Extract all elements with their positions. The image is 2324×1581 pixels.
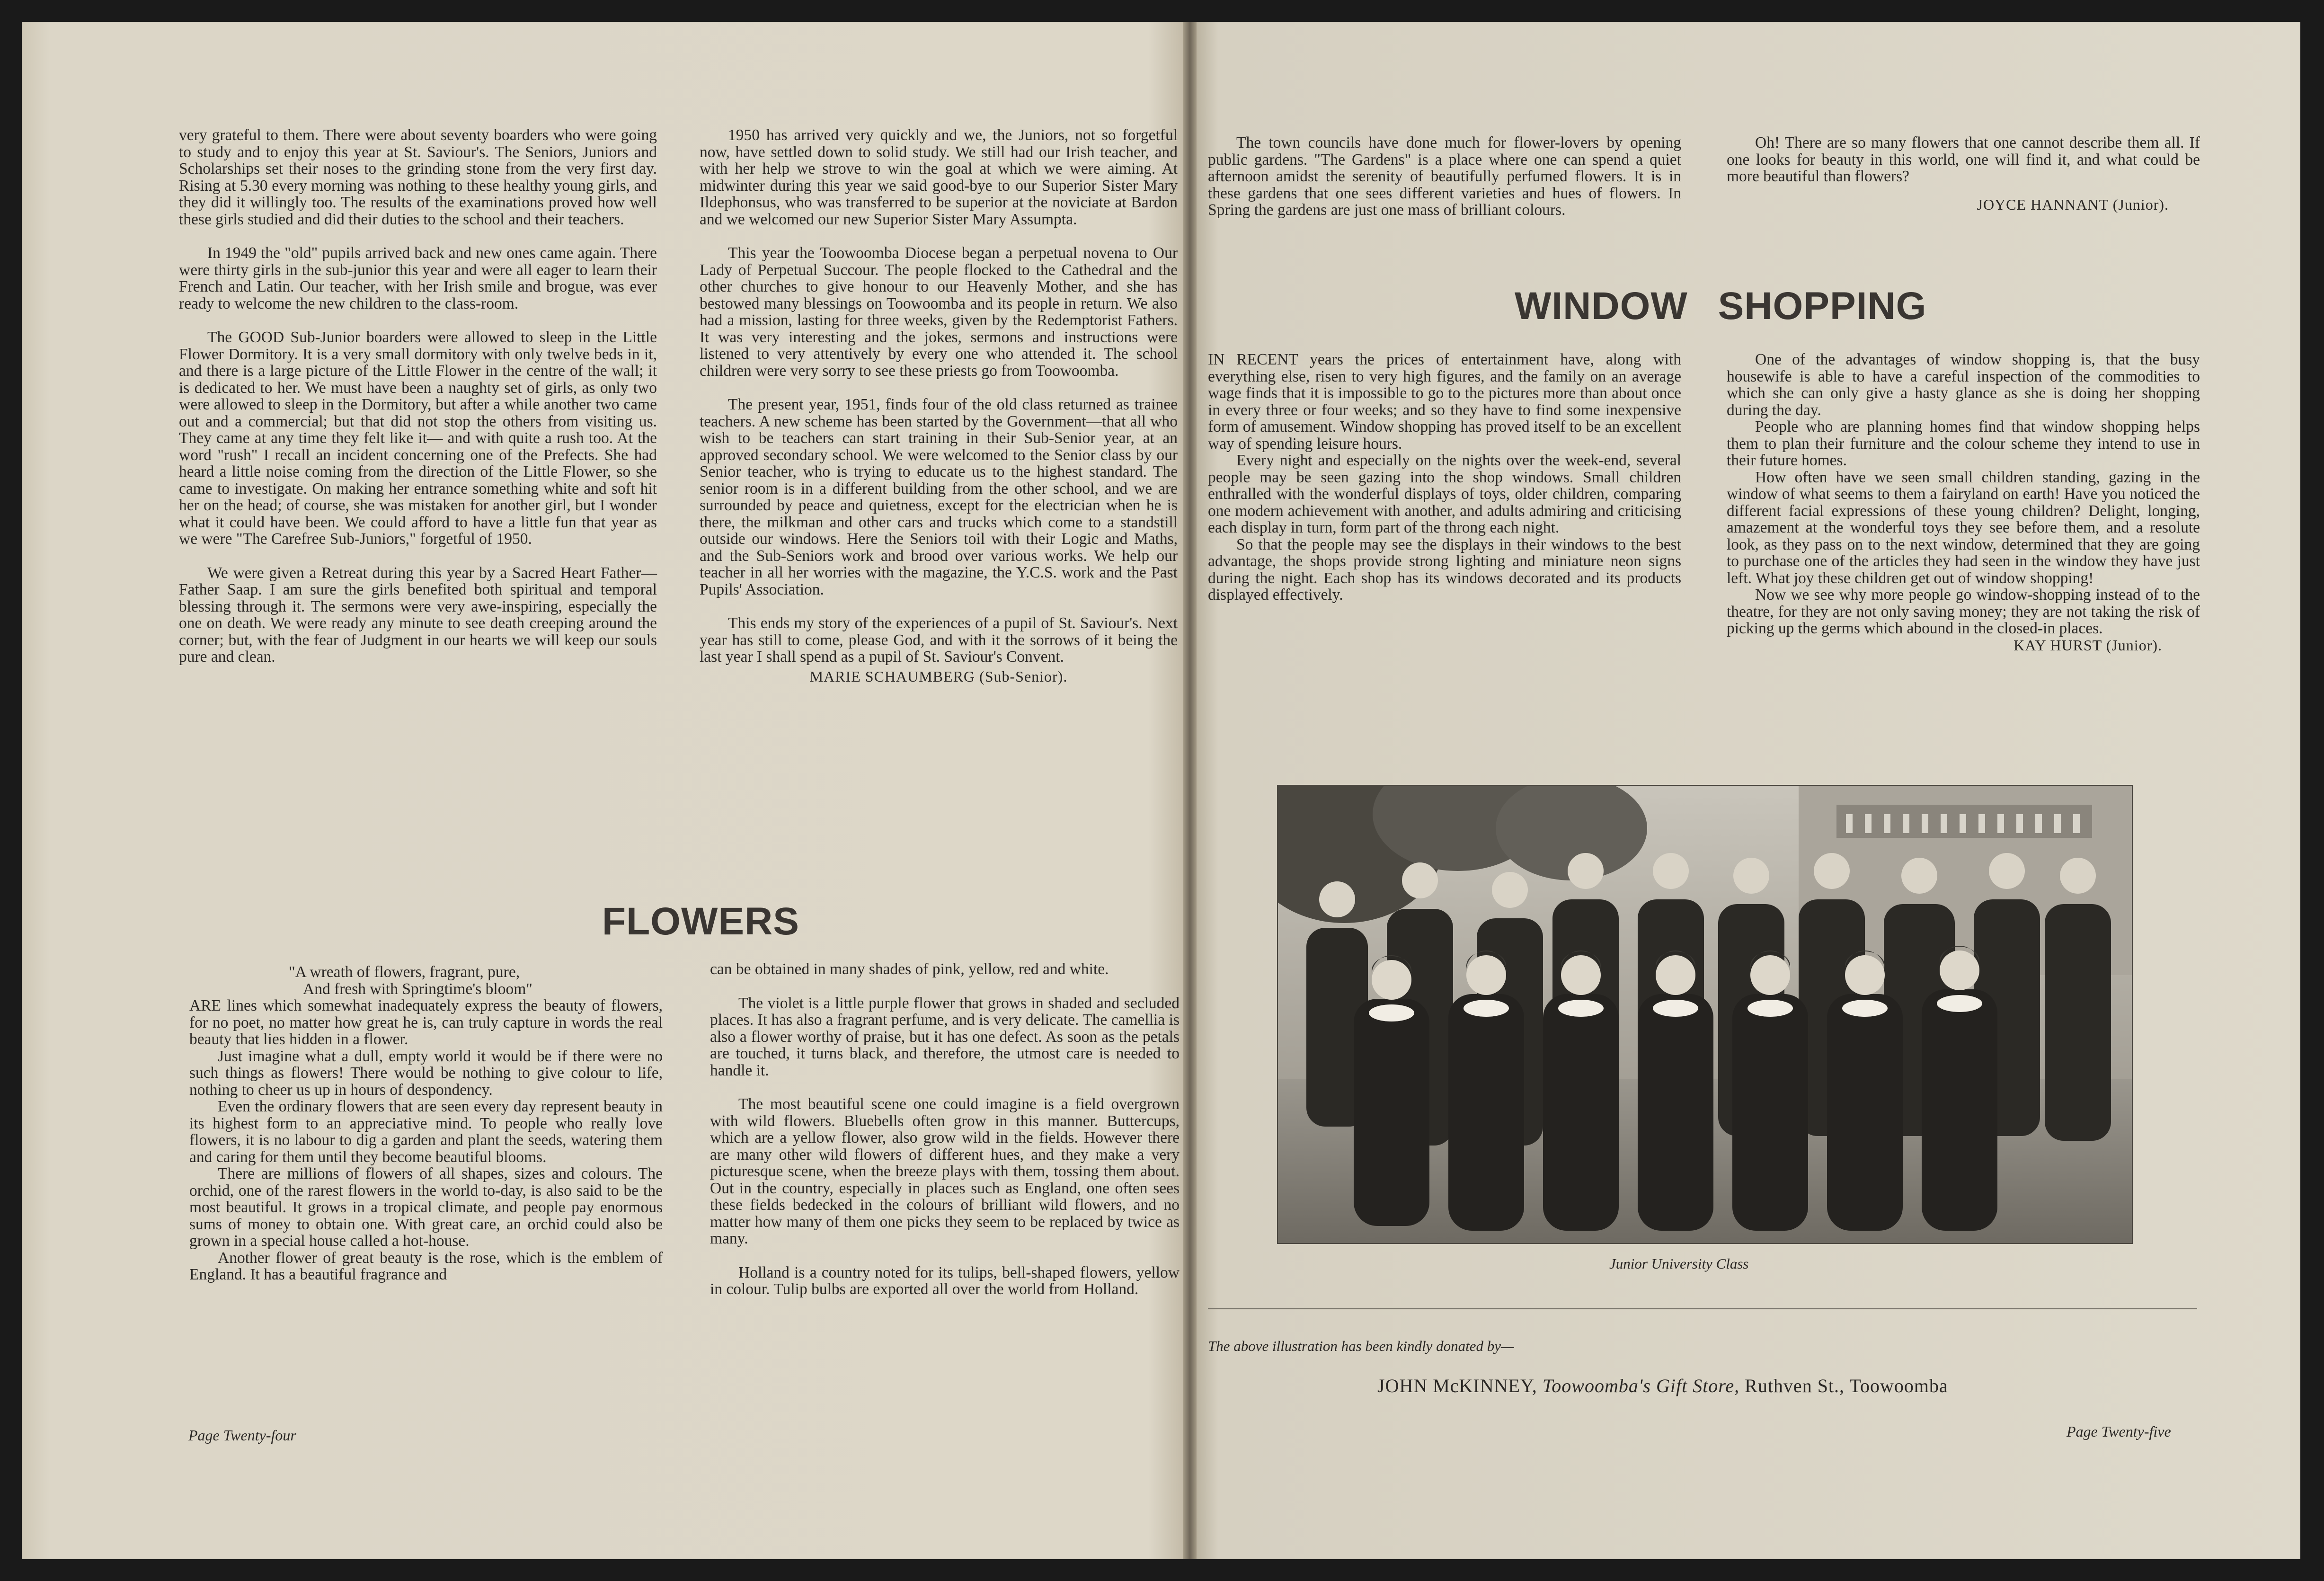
paragraph: There are millions of flowers of all shapes, sizes and colours. The orchid, one of the rarest flowers in the world to-day, is also said to be the most beautiful. It grows in a tropical climate, and people pay enormous sums of money to obtain one. With great care, an orchid could also be grown in a special house called a hot-house. — [189, 1165, 663, 1250]
class-group-photo — [1277, 785, 2133, 1244]
paragraph: 1950 has arrived very quickly and we, the Juniors, not so forgetful now, have settled down to solid study. We still had our Irish teacher, and with her help we strove to win the goal at which we were aiming. At midwinter during this year we said good-bye to our Superior Sister Mary Ildephonsus, who was transferred to be superior at the noviciate at Bardon and we welcomed our new Superior Sister Mary Assumpta. — [700, 126, 1178, 228]
paragraph: Just imagine what a dull, empty world it would be if there were no such things as flowers! There would be nothing to give colour to life, nothing to cheer us up in hours of despondency. — [189, 1047, 663, 1099]
window-column-1 — [1208, 351, 1681, 604]
paragraph: Now we see why more people go window-shopping instead of to the theatre, for they are not only saving money; they are not taking the risk of picking up the germs which abound in the closed-in places. — [1727, 586, 2200, 637]
paragraph: Another flower of great beauty is the rose, which is the emblem of England. It has a beautiful fragrance and — [189, 1249, 663, 1283]
paragraph: very grateful to them. There were about seventy boarders who were going to study and to enjoy this year at St. Saviour's. The Seniors, Juniors and Scholarships set their noses to the grinding stone from the very first day. Rising at 5.30 every morning was nothing to these healthy young girls, and they did it willingly too. The results of the examinations proved how well these girls studied and did their duties to the school and their teachers. — [179, 126, 657, 228]
paragraph: The town councils have done much for flower-lovers by opening public gardens. "The Gardens" is a place where one can spend a quiet afternoon amidst the serenity of beautifully perfumed flowers. It is in these gardens that one sees different varieties and hues of flowers. In Spring the gardens are just one mass of brilliant colours. — [1208, 134, 1681, 219]
donor-address: Ruthven St., Toowoomba — [1745, 1375, 1948, 1396]
paragraph: Holland is a country noted for its tulips, bell-shaped flowers, yellow in colour. Tulip bulbs are exported all over the world from Holland. — [710, 1263, 1180, 1298]
article-signature: MARIE SCHAUMBERG (Sub-Senior). — [809, 667, 1068, 685]
paragraph: So that the people may see the displays in their windows to the best advantage, the shops provide strong lighting and miniature neon signs during the night. Each shop has its windows decorated and its products displayed effectively. — [1208, 535, 1681, 604]
left-column-2 — [700, 127, 1178, 685]
paragraph: This ends my story of the experiences of a pupil of St. Saviour's. Next year has still to come, please God, and with it the sorrows of it being the last year I shall spend as a pupil of St. Saviour's Convent. — [700, 614, 1178, 666]
verse-line: And fresh with Springtime's bloom" — [303, 980, 532, 998]
flowers-column-2 — [710, 961, 1180, 1298]
page-number-right: Page Twenty-five — [2067, 1423, 2171, 1440]
paragraph: This year the Toowoomba Diocese began a perpetual novena to Our Lady of Perpetual Succour. The people flocked to the Cathedral and the other churches to give honour to our Heavenly Mother, and she has bestowed many blessings on Toowoomba and its people in return. We also had a mission, lasting for three weeks, given by the Redemptorist Fathers. It was very interesting and the jokes, sermons and instructions were listened to very attentively by every one who attended it. The school children were very sorry to see these priests go from Toowoomba. — [700, 244, 1178, 380]
donor-name: JOHN McKINNEY, — [1377, 1375, 1537, 1396]
left-column-1 — [179, 127, 657, 666]
paragraph: We were given a Retreat during this year by a Sacred Heart Father—Father Saap. I am sure the girls benefited both spiritual and temporal blessing through it. The sermons were very awe-inspiring, especially the one on death. We were ready any minute to see death creeping around the corner; but, with the fear of Judgment in our hearts we will keep our souls pure and clean. — [179, 564, 657, 666]
paragraph: ARE lines which somewhat inadequately express the beauty of flowers, for no poet, no matter how great he is, can truly capture in words the real beauty that lies hidden in a flower. — [189, 997, 663, 1048]
paragraph: IN RECENT years the prices of entertainment have, along with everything else, risen to very high figures, and the family on an average wage finds that it is impossible to go to the pictures more than about once in every three or four weeks; and so they have to find some inexpensive form of amusement. Window shopping has proved itself to be an excellent way of spending leisure hours. — [1208, 351, 1681, 453]
paragraph: can be obtained in many shades of pink, yellow, red and white. — [710, 960, 1109, 978]
paragraph: Even the ordinary flowers that are seen every day represent beauty in its highest form to an appreciative mind. To people who really love flowers, it is no labour to dig a garden and plant the seeds, watering them and caring for them until they become beautiful blooms. — [189, 1098, 663, 1166]
page-number-left: Page Twenty-four — [188, 1427, 296, 1444]
paragraph: The GOOD Sub-Junior boarders were allowed to sleep in the Little Flower Dormitory. It is a very small dormitory with only twelve beds in it, and there is a large picture of the Little Flower in the centre of the wall; it is dedicated to her. We must have been a naughty set of girls, as only two were allowed to sleep in the Dormitory, but after a while another two came out and a commercial; but that did not stop the others from visiting us. They came at any time they felt like it— and with quite a rush too. At the word "rush" I recall an incident concerning one of the Prefects. She had heard a little noise coming from the direction of the Little Flower, so she came to investigate. On making her entrance something white and soft hit her on the head; of course, she was mistaken for another girl, but I wonder what it could have been. We could afford to have a little fun that year as we were "The Carefree Sub-Juniors," forgetful of 1950. — [179, 329, 657, 548]
paragraph: The most beautiful scene one could imagine is a field overgrown with wild flowers. Bluebells often grow in this manner. Buttercups, which are a yellow flower, also grow wild in the fields. However there are many other wild flowers of different hues, and they make a very picturesque scene, when the breeze plays with them, tossing them about. Out in the country, especially in places such as England, one often sees these fields bedecked in the colours of brilliant wild flowers, and no matter how many of them one picks they seem to be replaced by twice as many. — [710, 1095, 1180, 1247]
verse-line: "A wreath of flowers, fragrant, pure, — [289, 963, 520, 981]
article-signature: KAY HURST (Junior). — [2014, 636, 2162, 654]
paragraph: One of the advantages of window shopping is, that the busy housewife is able to have a careful inspection of the commodities to which she can only give a hasty glance as she is doing her shopping during the day. — [1727, 351, 2200, 419]
book-gutter — [1183, 22, 1197, 1559]
flowers-column-1 — [189, 964, 663, 1283]
paragraph: The present year, 1951, finds four of the old class returned as trainee teachers. A new scheme has been started by the Government—that all who wish to be teachers can start training in their Sub-Senior year, at an approved secondary school. We were welcomed to the Senior class by our Senior teacher, who is trying to educate us to the highest standard. The senior room is in a different building from the other school, and we are surrounded by peace and quietness, except for the electrician when he is there, the milkman and other cars and trucks which come to a standstill outside our windows. Here the Seniors toil with their Logic and Maths, and the Sub-Seniors work and brood over various works. We help our teacher in all her worries with the magazine, the Y.C.S. work and the Past Pupils' Association. — [700, 396, 1178, 598]
window-column-2 — [1727, 351, 2200, 654]
right-column-1-top — [1208, 134, 1681, 219]
article-signature: JOYCE HANNANT (Junior). — [1977, 195, 2169, 213]
flowers-heading: FLOWERS — [602, 900, 799, 943]
paragraph: People who are planning homes find that window shopping helps them to plan their furniture and the colour scheme they intend to use in their future homes. — [1727, 418, 2200, 469]
paragraph: Every night and especially on the nights over the week-end, several people may be seen gazing into the shop windows. Small children enthralled with the wonderful displays of toys, older children, comparing one modern achievement with another, and adults admiring and criticising each display in turn, form part of the throng each night. — [1208, 452, 1681, 536]
paragraph: Oh! There are so many flowers that one cannot describe them all. If one looks for beauty in this world, one will find it, and what could be more beautiful than flowers? — [1727, 134, 2200, 185]
photo-caption: Junior University Class — [1609, 1255, 1749, 1272]
paragraph: The violet is a little purple flower that grows in shaded and secluded places. It has also a fragrant perfume, and is very delicate. The camellia is also a flower worthy of praise, but it has one defect. As soon as the petals are touched, it turns black, and therefore, the utmost care is needed to handle it. — [710, 994, 1180, 1079]
paragraph: How often have we seen small children standing, gazing in the window of what seems to them a fairyland on earth! Have you noticed the different facial expressions of these young children? Delight, longing, amazement at the wonderful toys they see before them, and a resolute look, as they pass on to the next window, determined that they are going to purchase one of the articles they had seen in the window they have just left. What joy these children get out of window shopping! — [1727, 468, 2200, 587]
divider — [1208, 1308, 2197, 1309]
donor-line — [1377, 1375, 1948, 1397]
donor-store: Toowoomba's Gift Store, — [1542, 1375, 1740, 1396]
right-column-2-top — [1727, 134, 2200, 213]
paragraph: In 1949 the "old" pupils arrived back and new ones came again. There were thirty girls in the sub-junior this year and were all eager to learn their French and Latin. Our teacher, with her Irish smile and brogue, was ever ready to welcome the new children to the class-room. — [179, 244, 657, 312]
window-shopping-heading: WINDOW SHOPPING — [1515, 284, 1927, 328]
group-photo-illustration — [1278, 786, 2132, 1243]
donation-note: The above illustration has been kindly donated by— — [1208, 1338, 1514, 1354]
